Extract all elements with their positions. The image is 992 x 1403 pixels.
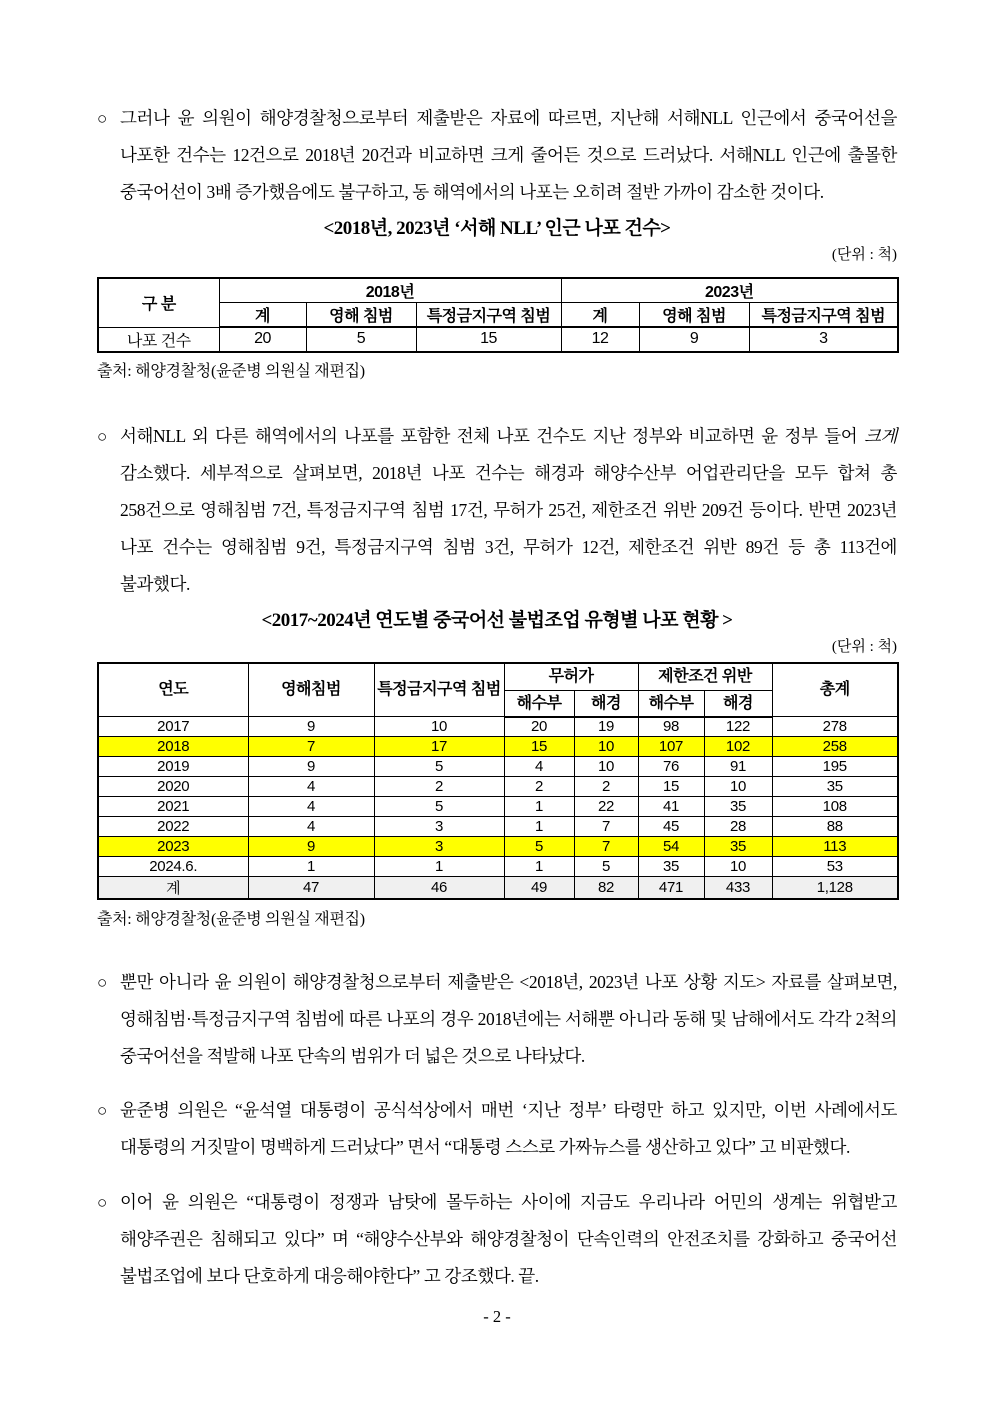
table1-data-row bbox=[98, 327, 898, 352]
table1-header-row-years bbox=[98, 278, 898, 303]
circle-bullet-marker: ○ bbox=[97, 973, 107, 992]
table-row: 2020 4 2 2 2 15 10 35 bbox=[98, 777, 898, 797]
table1-year-2018-header: 2018년 bbox=[219, 278, 561, 303]
table1-cell: 9 bbox=[639, 327, 749, 352]
table-row: 2024.6. 1 1 1 5 35 10 53 bbox=[98, 857, 898, 877]
table2-mof-header: 해수부 bbox=[638, 691, 704, 717]
paragraph-text: 감소했다. 세부적으로 살펴보면, 2018년 나포 건수는 해경과 해양수산부 어업관리단을 모두 합쳐 총 258건으로 영해침범 7건, 특정금지구역 침범 17건, 무허가 25건, 제한조건 위반 209건 등이다. 반면 2023년 나포 건수는 영해침범 9건, 특정금지구역 침범 3건, 무허가 12건, 제한조건 위반 89건 등 총 113건에 불과했다. bbox=[120, 462, 897, 594]
paragraph-closing-quote bbox=[97, 1184, 897, 1295]
year-cell: 계 bbox=[98, 877, 248, 900]
year-cell: 2022 bbox=[98, 817, 248, 837]
table2-year-header: 연도 bbox=[98, 663, 248, 717]
paragraph-text: 이어 윤 의원은 “대통령이 정쟁과 남탓에 몰두하는 사이에 지금도 우리나라 어민의 생계는 위협받고 해양주권은 침해되고 있다” 며 “해양수산부와 해양경찰청이 단속인력의 안전조치를 강화하고 중국어선 불법조업에 보다 단호하게 대응해야한다” 고 강조했다. 끝. bbox=[120, 1192, 897, 1286]
year-cell: 2019 bbox=[98, 757, 248, 777]
table-row-highlighted: 2023 9 3 5 7 54 35 113 bbox=[98, 837, 898, 857]
year-cell: 2020 bbox=[98, 777, 248, 797]
table1-cell: 5 bbox=[306, 327, 416, 352]
table-row-total: 계 47 46 49 82 471 433 1,128 bbox=[98, 877, 898, 900]
table2-total-header: 총계 bbox=[772, 663, 898, 717]
table1-cell: 15 bbox=[416, 327, 561, 352]
table1-unit-label: (단위 : 척) bbox=[831, 247, 897, 263]
circle-bullet-marker: ○ bbox=[97, 1193, 107, 1212]
year-cell: 2017 bbox=[98, 717, 248, 737]
paragraph-text: 그러나 윤 의원이 해양경찰청으로부터 제출받은 자료에 따르면, 지난해 서해NLL 인근에서 중국어선을 나포한 건수는 12건으로 2018년 20건과 비교하면 크게 줄어든 것으로 드러났다. 서해NLL 인근에 출몰한 중국어선이 3배 증가했음에도 불구하고, 동 해역에서의 나포는 오히려 절반 가까이 감소한 것이다. bbox=[120, 108, 897, 202]
table1-subheader: 영해 침범 bbox=[639, 303, 749, 328]
table2-title: <2017~2024년 연도별 중국어선 불법조업 유형별 나포 현황 > bbox=[261, 609, 733, 631]
table-row: 2019 9 5 4 10 76 91 195 bbox=[98, 757, 898, 777]
table-nll-capture-counts bbox=[97, 277, 899, 353]
year-cell: 2018 bbox=[98, 737, 248, 757]
year-cell: 2021 bbox=[98, 797, 248, 817]
table1-subheader: 특정금지구역 침범 bbox=[749, 303, 898, 328]
table2-header-row-groups bbox=[98, 663, 898, 691]
page-number: - 2 - bbox=[483, 1307, 511, 1326]
paragraph-text-emphasis: 크게 bbox=[863, 425, 897, 446]
table-row: 2021 4 5 1 22 41 35 108 bbox=[98, 797, 898, 817]
table1-source: 출처: 해양경찰청(윤준병 의원실 재편집) bbox=[97, 362, 365, 380]
year-cell: 2024.6. bbox=[98, 857, 248, 877]
paragraph-text: 윤준병 의원은 “윤석열 대통령이 공식석상에서 매번 ‘지난 정부’ 타령만 하고 있지만, 이번 사례에서도 대통령의 거짓말이 명백하게 드러났다” 면서 “대통령 스스로 가짜뉴스를 생산하고 있다” 고 비판했다. bbox=[120, 1100, 897, 1157]
table-yearly-illegal-fishing-captures bbox=[97, 662, 899, 901]
table-row: 2022 4 3 1 7 45 28 88 bbox=[98, 817, 898, 837]
table1-cell: 3 bbox=[749, 327, 898, 352]
circle-bullet-marker: ○ bbox=[97, 1101, 107, 1120]
table2-kcg-header: 해경 bbox=[574, 691, 638, 717]
table-row-highlighted: 2018 7 17 15 10 107 102 258 bbox=[98, 737, 898, 757]
table-row: 2017 9 10 20 19 98 122 278 bbox=[98, 717, 898, 737]
table1-corner-header: 구 분 bbox=[98, 278, 219, 327]
table2-kcg-header: 해경 bbox=[704, 691, 772, 717]
paragraph-text: 뿐만 아니라 윤 의원이 해양경찰청으로부터 제출받은 <2018년, 2023년 나포 상황 지도> 자료를 살펴보면, 영해침범·특정금지구역 침범에 따른 나포의 경우 2018년에는 서해뿐 아니라 동해 및 남해에서도 각각 2척의 중국어선을 적발해 나포 단속의 범위가 더 넓은 것으로 나타났다. bbox=[120, 972, 897, 1066]
table1-row-label: 나포 건수 bbox=[98, 327, 219, 352]
circle-bullet-marker: ○ bbox=[97, 109, 107, 128]
table1-subheader: 계 bbox=[561, 303, 639, 328]
paragraph-criticism-quote bbox=[97, 1092, 897, 1166]
table2-mof-header: 해수부 bbox=[504, 691, 574, 717]
table2-condition-violation-header: 제한조건 위반 bbox=[638, 663, 772, 691]
table2-territorial-header: 영해침범 bbox=[248, 663, 374, 717]
table1-cell: 12 bbox=[561, 327, 639, 352]
table1-subheader: 특정금지구역 침범 bbox=[416, 303, 561, 328]
paragraph-total-captures bbox=[97, 418, 897, 603]
table2-source: 출처: 해양경찰청(윤준병 의원실 재편집) bbox=[97, 911, 365, 928]
table1-cell: 20 bbox=[219, 327, 306, 352]
circle-bullet-marker: ○ bbox=[97, 426, 107, 446]
table1-subheader: 계 bbox=[219, 303, 306, 328]
table2-unlicensed-header: 무허가 bbox=[504, 663, 638, 691]
paragraph-capture-comparison bbox=[97, 100, 897, 211]
paragraph-text: 서해NLL 외 다른 해역에서의 나포를 포함한 전체 나포 건수도 지난 정부와 비교하면 윤 정부 들어 bbox=[120, 425, 864, 446]
table2-unit-label: (단위 : 척) bbox=[831, 638, 897, 655]
table1-title: <2018년, 2023년 ‘서해 NLL’ 인근 나포 건수> bbox=[323, 218, 671, 239]
table2-restricted-zone-header: 특정금지구역 침범 bbox=[374, 663, 504, 717]
table1-subheader: 영해 침범 bbox=[306, 303, 416, 328]
year-cell: 2023 bbox=[98, 837, 248, 857]
paragraph-capture-map bbox=[97, 964, 897, 1075]
table1-year-2023-header: 2023년 bbox=[561, 278, 898, 303]
